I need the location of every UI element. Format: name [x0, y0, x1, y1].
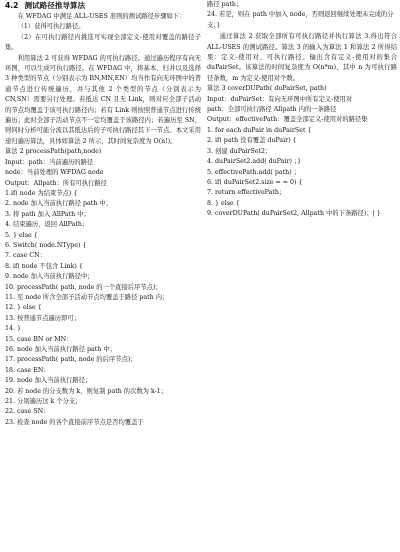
- intro-paragraph: 在 WFDAG 中满足 ALL-USES 准则的测试路径步骤如下：: [17, 13, 186, 20]
- algorithm-3-description: 通过算法 2 获取全部所有可执行路径并执行算法 3.得出符合 ALL-USES 的测试路径。算法 3 的输入为算法 1 和算法 2 所得结果：定义-使用对、可执行路径。输出含有定义-使用对的集合 duPairSet。该算法的时间复杂度为 O(n*m)，其中 n 为可执行路径条数，m 为定义-使用对个数。: [207, 33, 397, 82]
- step-1: （1）获得可执行路径。: [17, 23, 85, 31]
- algo-line: 8. } else {: [207, 199, 240, 207]
- algo-line: 6. if( duPairSet2.size = = 0) {: [207, 178, 303, 186]
- algo-line: 13. 按普通节点遍历即可；: [5, 314, 80, 322]
- algo-line: 10. processPath( path, node 的一个直接后序节点)；: [5, 283, 162, 291]
- algorithm-3-body: [207, 126, 397, 220]
- algo-2-continued-line: 路径 path；: [207, 1, 243, 8]
- section-heading: [5, 0, 201, 11]
- left-column: [5, 0, 201, 428]
- algo-line: 4. 结束遍历，返回 AllPath；: [5, 221, 89, 229]
- algo-2-continued-line: 24. 若是，则在 path 中加入 node，否则返回继续处理未完成的分支；}: [207, 11, 394, 29]
- algo-line: 9. coverDUPath( duPairSet2, Allpath 中的下条路径)；| }: [207, 210, 381, 218]
- algo-line: 3. 将 path 加入 AllPath 中；: [5, 210, 90, 218]
- algo-line: 21. 分别遍历这 k 个分支；: [5, 398, 82, 406]
- algo-line: 23. 检查 node 的各个直接前序节点是否均覆盖于: [5, 418, 144, 426]
- algo-line: 3. 创建 duPairSet2；: [207, 147, 272, 155]
- algo-io-line: Input：duPairSet：有向无环图中所有定义-使用对: [207, 95, 353, 103]
- algo-line: 14. }: [5, 325, 22, 333]
- algo-line: 18. case EN：: [5, 366, 50, 374]
- algo-line: 2. node 加入当前执行路径 path 中；: [5, 200, 112, 208]
- algo-line: 19. node 加入当前执行路径；: [5, 377, 92, 385]
- algo-line: 2. if( path 没有覆盖 duPair) {: [207, 137, 297, 145]
- algo-io-line: node：当前处理的 WFDAG node: [5, 169, 104, 177]
- algo-line: 22. case SN：: [5, 408, 50, 416]
- algo-line: 15. case BN or MN：: [5, 335, 73, 343]
- algo-io-line: path：全部可执行路径 Allpath 内的一条路径: [207, 106, 337, 114]
- algorithm-2-title: 算法 2 processPath(path,node): [5, 148, 102, 156]
- algo-line: 9. node 加入当前执行路径中；: [5, 273, 94, 281]
- algo-line: 8. if( node 不包含 Link) {: [5, 262, 83, 270]
- algorithm-2-description: 利用算法 2 可获得 WFDAG 的可执行路径。通过遍历程序有向无环图，可以生成可执行路径。在 WFDAG 中，将基本、归并以及选择 3 种类型的节点（分别表示为 BN,MN,EN）均当作有向无环图中的普通节点进行传统遍历，并与其他 2 个类型的节点（分别表示为 CN,SN）需要另行处理。若抵达 CN 且无 Link，则对应全部子活动的节点均覆盖于该可执行路径内；若有 Link 则按照普通节点进行传统遍历；此时全部子活动节点不一定均覆盖于该路径内；若遍历至 SN，则同时分析可能分流以其抵达后的子可执行路径其下一节点。本文采用递归遍历算法，具体如算法 2 所示，其时间复杂度为 O(n!)。: [5, 54, 201, 145]
- algo-line: 1.if( node 为结束节点) {: [5, 189, 78, 197]
- algo-io-line: Input：path：当前遍历的路径: [5, 158, 94, 166]
- algo-io-line: Output：Allpath：所有可执行路径: [5, 179, 107, 187]
- algorithm-3-io: [207, 95, 397, 126]
- algorithm-3-title: 算法 3 coverDUPath( duPairSet, path): [207, 85, 327, 93]
- algo-line: 20. 若 node 的分支数为 k，则复制 path 的次数为 k-1；: [5, 387, 168, 395]
- algo-io-line: Output：effectivePath：覆盖全部定义-使用对的路径集: [207, 116, 368, 124]
- algo-line: 17. processPath( path, node 的后序节点)；: [5, 356, 137, 364]
- section-number: 4.2: [5, 1, 19, 10]
- section-title: 测试路径推导算法: [24, 1, 86, 10]
- algo-line: 16. node 加入当前执行路径 path 中；: [5, 346, 116, 353]
- algo-line: 4. duPairSet2.add( duPair) ；}: [207, 158, 302, 166]
- algo-line: 1. for each duPair in duPairSet {: [207, 126, 312, 134]
- algo-line: 7. case CN：: [5, 252, 46, 260]
- algorithm-2-io: [5, 158, 201, 189]
- algorithm-2-body: [5, 189, 201, 428]
- algo-line: 5. effectivePath.add( path) ；: [207, 168, 300, 176]
- algo-line: 12. } else {: [5, 304, 42, 312]
- algo-line: 11. 至 node 所含全部子活动节点均覆盖于路径 path 内；: [5, 293, 169, 301]
- right-column: [207, 0, 397, 220]
- algo-line: 7. return effectivePath；: [207, 189, 286, 197]
- algo-line: 6. Switch( node.NType) {: [5, 241, 87, 249]
- algo-line: 5. } else {: [5, 231, 38, 239]
- step-2: （2）在可执行路径内挑选可实现全部定义-使用对覆盖的路径子集。: [5, 33, 201, 52]
